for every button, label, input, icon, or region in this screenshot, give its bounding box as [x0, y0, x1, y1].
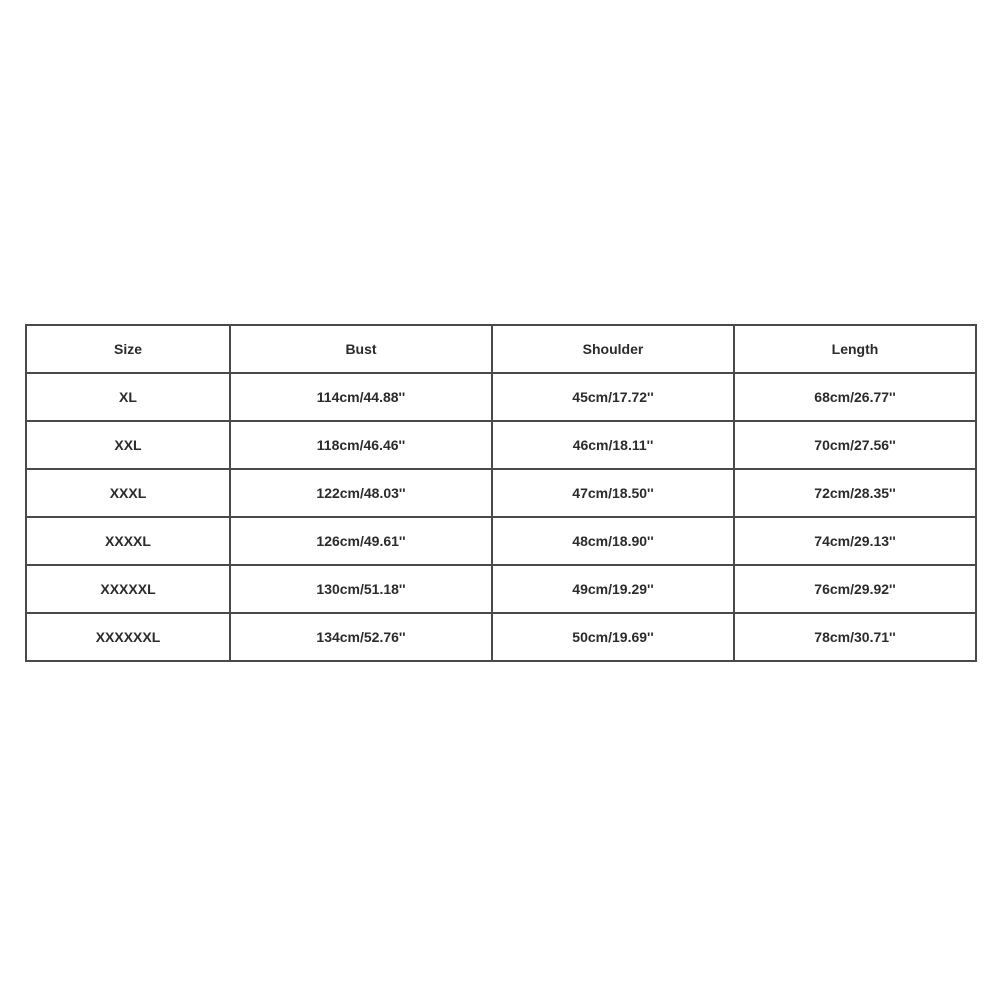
- size-chart-body: [26, 373, 976, 661]
- cell-size: XXXL: [26, 469, 230, 517]
- cell-size: XXXXXL: [26, 565, 230, 613]
- cell-bust: 122cm/48.03'': [230, 469, 492, 517]
- table-row: [26, 373, 976, 421]
- header-size: Size: [26, 325, 230, 373]
- cell-bust: 114cm/44.88'': [230, 373, 492, 421]
- cell-shoulder: 50cm/19.69'': [492, 613, 734, 661]
- size-chart-table: [25, 324, 977, 662]
- cell-length: 72cm/28.35'': [734, 469, 976, 517]
- size-chart-header: [26, 325, 976, 373]
- cell-bust: 118cm/46.46'': [230, 421, 492, 469]
- cell-length: 70cm/27.56'': [734, 421, 976, 469]
- cell-length: 74cm/29.13'': [734, 517, 976, 565]
- cell-shoulder: 46cm/18.11'': [492, 421, 734, 469]
- cell-shoulder: 47cm/18.50'': [492, 469, 734, 517]
- cell-shoulder: 49cm/19.29'': [492, 565, 734, 613]
- cell-size: XXXXL: [26, 517, 230, 565]
- table-row: [26, 613, 976, 661]
- cell-bust: 130cm/51.18'': [230, 565, 492, 613]
- cell-shoulder: 48cm/18.90'': [492, 517, 734, 565]
- table-row: [26, 565, 976, 613]
- cell-length: 68cm/26.77'': [734, 373, 976, 421]
- cell-bust: 134cm/52.76'': [230, 613, 492, 661]
- cell-length: 78cm/30.71'': [734, 613, 976, 661]
- header-length: Length: [734, 325, 976, 373]
- cell-size: XL: [26, 373, 230, 421]
- header-shoulder: Shoulder: [492, 325, 734, 373]
- cell-bust: 126cm/49.61'': [230, 517, 492, 565]
- cell-length: 76cm/29.92'': [734, 565, 976, 613]
- table-row: [26, 469, 976, 517]
- cell-size: XXL: [26, 421, 230, 469]
- table-row: [26, 421, 976, 469]
- cell-shoulder: 45cm/17.72'': [492, 373, 734, 421]
- table-row: [26, 517, 976, 565]
- header-bust: Bust: [230, 325, 492, 373]
- cell-size: XXXXXXL: [26, 613, 230, 661]
- header-row: [26, 325, 976, 373]
